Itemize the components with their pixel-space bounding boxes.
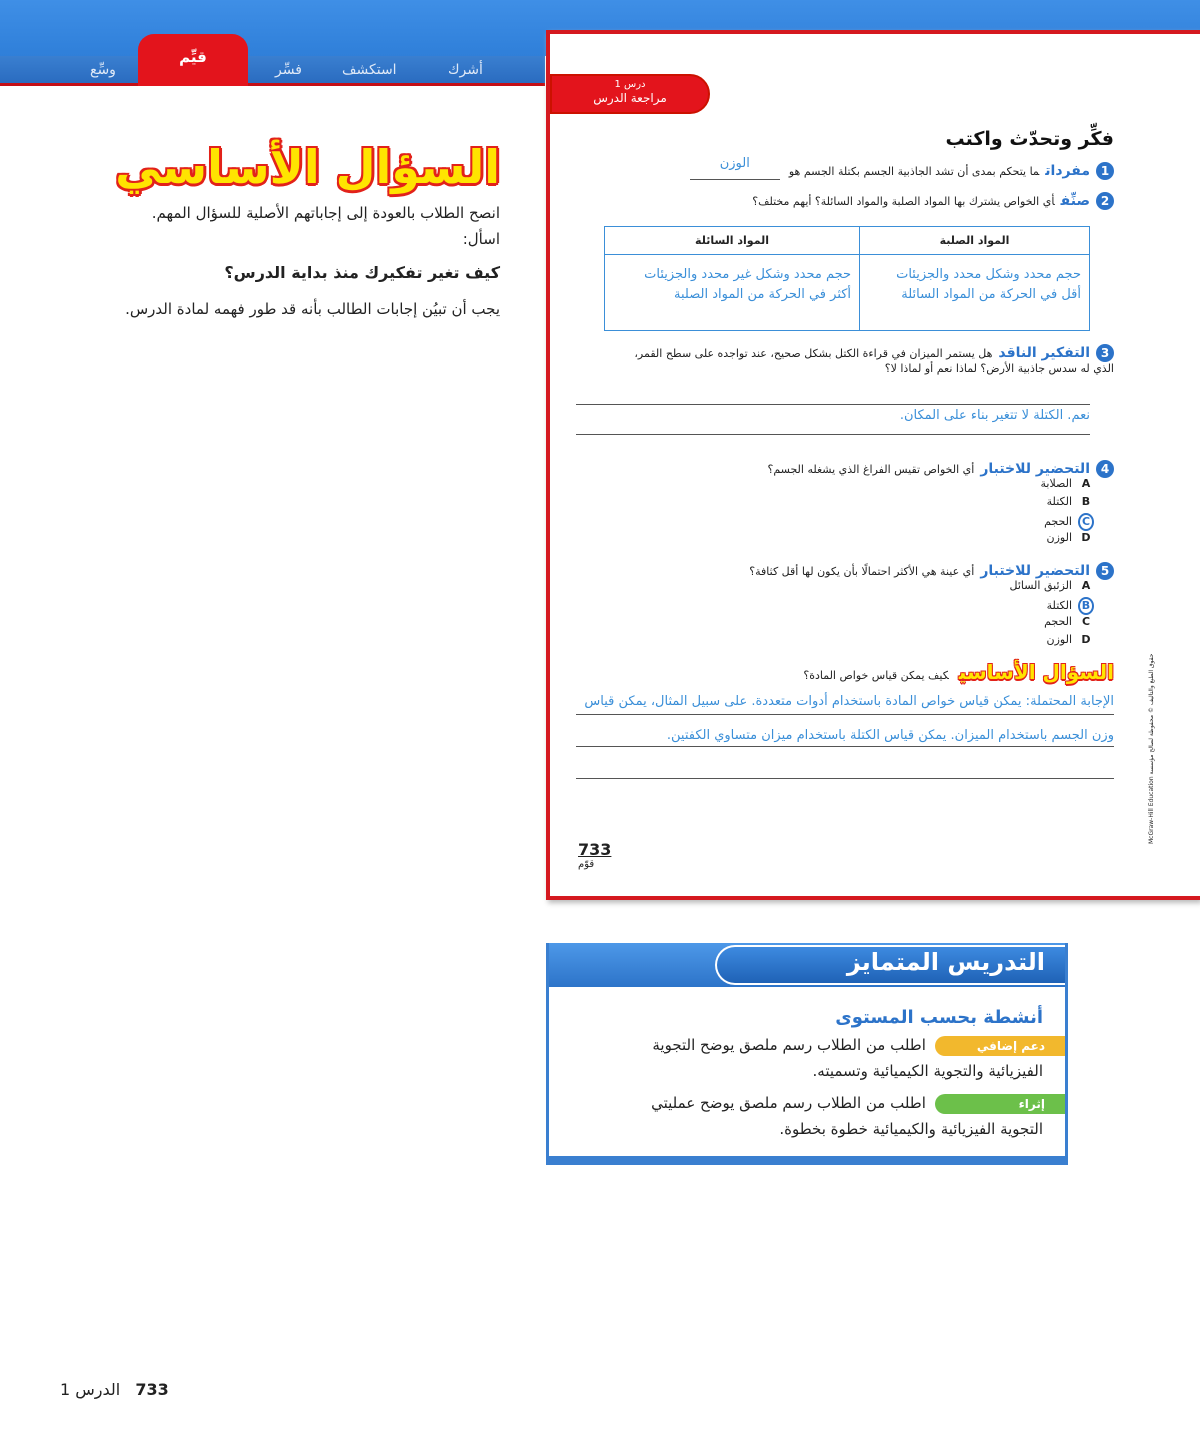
choice-letter: B xyxy=(1078,597,1094,615)
table-header-liquids: المواد السائلة xyxy=(605,227,860,255)
choice-text: الصلابة xyxy=(1040,477,1072,490)
answer-choice[interactable] xyxy=(1041,513,1094,531)
essential-question-text: كيف يمكن قياس خواص المادة؟ xyxy=(803,669,949,682)
box-title: التدريس المتمايز xyxy=(846,948,1045,976)
page-section-label: قوّم xyxy=(578,859,595,870)
answer-choice[interactable] xyxy=(1010,633,1095,651)
choice-letter: B xyxy=(1081,495,1091,508)
cell-line: أقل في الحركة من المواد السائلة xyxy=(901,287,1081,302)
choice-text: الزئبق السائل xyxy=(1009,579,1072,592)
choice-text: الوزن xyxy=(1046,531,1072,544)
question-label: مفردات xyxy=(1045,163,1090,179)
answer-choice[interactable] xyxy=(1010,579,1095,597)
page-number: 733 xyxy=(578,840,612,859)
question-number: 5 xyxy=(1096,562,1114,580)
enrichment-activity xyxy=(549,1093,1065,1138)
box-bottom-rule xyxy=(549,1156,1065,1162)
question-text: أي الخواص تقيس الفراغ الذي يشغله الجسم؟ xyxy=(767,463,975,476)
essential-question-badge: السؤال الأساسي xyxy=(958,660,1114,684)
answer-choice[interactable] xyxy=(1041,477,1094,495)
support-text-2: الفيزيائية والتجوية الكيميائية وتسميته. xyxy=(812,1062,1043,1080)
question-number: 3 xyxy=(1096,344,1114,362)
tab-extend[interactable]: وسِّع xyxy=(90,62,116,78)
student-page-panel xyxy=(546,30,1200,900)
choice-text: الكتلة xyxy=(1046,599,1072,612)
question-label: صنِّف xyxy=(1060,193,1090,209)
differentiated-instruction-box xyxy=(546,943,1068,1165)
question-text: أي عينة هي الأكثر احتمالًا بأن يكون لها أقل كثافة؟ xyxy=(749,565,975,578)
answer-blank[interactable] xyxy=(690,156,780,180)
answer-text: الوزن xyxy=(719,156,750,171)
question-3 xyxy=(634,342,1114,362)
student-page-number xyxy=(578,840,611,870)
essential-question-row xyxy=(803,660,1114,684)
table-header-solids: المواد الصلبة xyxy=(860,227,1090,255)
answer-line xyxy=(576,404,1090,405)
tab-explore[interactable]: استكشف xyxy=(342,62,397,78)
comparison-table xyxy=(604,226,1090,331)
answer-line xyxy=(576,714,1114,715)
essential-answer-line-2[interactable]: وزن الجسم باستخدام الميزان. يمكن قياس الكتلة باستخدام ميزان متساوي الكفتين. xyxy=(666,728,1114,743)
copyright-text: McGraw-Hill Education حقوق الطبع والتأليف © محفوظة لصالح مؤسسة xyxy=(1148,653,1155,844)
enrichment-text-2: التجوية الفيزيائية والكيميائية خطوة بخطوة. xyxy=(779,1120,1043,1138)
choice-text: الكتلة xyxy=(1046,495,1072,508)
choice-text: الحجم xyxy=(1044,615,1072,628)
box-header xyxy=(549,943,1065,987)
copyright-strip xyxy=(1148,624,1162,844)
question-label: التحضير للاختبار xyxy=(980,563,1090,579)
enrichment-badge: إثراء xyxy=(935,1094,1065,1114)
table-cell-liquids xyxy=(605,255,860,331)
answer-line xyxy=(576,746,1114,747)
footer-lesson: الدرس 1 xyxy=(60,1380,121,1399)
support-badge: دعم إضافي xyxy=(935,1036,1065,1056)
lesson-review-tab xyxy=(550,74,710,114)
answer-choice[interactable] xyxy=(1041,531,1094,549)
tab-engage[interactable]: أشرك xyxy=(448,62,483,78)
essential-answer-line-1[interactable]: الإجابة المحتملة: يمكن قياس خواص المادة باستخدام أدوات متعددة. على سبيل المثال، يمكن قياس xyxy=(584,694,1114,709)
answer-line xyxy=(576,434,1090,435)
answer-line xyxy=(576,778,1114,779)
footer-page-number: 733 xyxy=(135,1380,169,1399)
question-label: التفكير الناقد xyxy=(998,345,1090,361)
choice-letter: D xyxy=(1081,531,1091,544)
cell-line: حجم محدد وشكل محدد والجزيئات xyxy=(896,267,1081,282)
section-heading: فكِّر وتحدّث واكتب xyxy=(945,128,1114,150)
choice-letter: D xyxy=(1081,633,1091,646)
box-subtitle: أنشطة بحسب المستوى xyxy=(835,1007,1043,1028)
teacher-note: يجب أن تبيُن إجابات الطالب بأنه قد طور فهمه لمادة الدرس. xyxy=(125,300,500,318)
question-5-choices xyxy=(1010,579,1095,651)
choice-letter: A xyxy=(1081,477,1091,490)
question-text: هل يستمر الميزان في قراءة الكتل بشكل صحيح، عند تواجده على سطح القمر، xyxy=(634,347,993,360)
essential-question-title: السؤال الأساسي xyxy=(115,140,500,194)
answer-choice[interactable] xyxy=(1010,597,1095,615)
ask-label: اسأل: xyxy=(462,230,500,248)
lesson-question: كيف تغير تفكيرك منذ بداية الدرس؟ xyxy=(224,263,500,282)
question-number: 1 xyxy=(1096,162,1114,180)
question-4-choices xyxy=(1041,477,1094,549)
question-number: 4 xyxy=(1096,460,1114,478)
cell-line: أكثر في الحركة من المواد الصلبة xyxy=(674,287,852,302)
support-activity xyxy=(549,1035,1065,1080)
tab-explain[interactable]: فسِّر xyxy=(275,62,302,78)
question-4 xyxy=(767,458,1114,478)
question-label: التحضير للاختبار xyxy=(980,461,1090,477)
tab-evaluate[interactable] xyxy=(138,34,248,86)
question-1 xyxy=(690,156,1114,180)
lesson-number-label: درس 1 xyxy=(614,79,646,90)
intro-text: انصح الطلاب بالعودة إلى إجاباتهم الأصلية للسؤال المهم. xyxy=(151,204,500,222)
page-footer xyxy=(60,1380,169,1399)
choice-letter: A xyxy=(1081,579,1091,592)
enrichment-text-1: اطلب من الطلاب رسم ملصق يوضح عمليتي xyxy=(651,1094,926,1112)
lesson-review-label: مراجعة الدرس xyxy=(593,91,667,105)
support-text-1: اطلب من الطلاب رسم ملصق يوضح التجوية xyxy=(652,1036,926,1054)
question-text: ما يتحكم بمدى أن تشد الجاذبية الجسم بكتلة الجسم هو xyxy=(788,165,1040,178)
question-3-line-2: الذي له سدس جاذبية الأرض؟ لماذا نعم أو لماذا لا؟ xyxy=(884,362,1114,375)
cell-line: حجم محدد وشكل غير محدد والجزيئات xyxy=(644,267,852,282)
answer-choice[interactable] xyxy=(1041,495,1094,513)
choice-text: الحجم xyxy=(1044,515,1072,528)
question-5 xyxy=(749,560,1114,580)
choice-letter: C xyxy=(1078,513,1094,531)
question-2 xyxy=(752,190,1114,210)
tab-evaluate-label: قيِّم xyxy=(179,48,207,66)
choice-letter: C xyxy=(1081,615,1091,628)
question-3-answer[interactable]: نعم. الكتلة لا تتغير بناء على المكان. xyxy=(899,408,1090,423)
table-cell-solids xyxy=(860,255,1090,331)
question-text: أي الخواص يشترك بها المواد الصلبة والمواد السائلة؟ أيهم مختلف؟ xyxy=(752,195,1055,208)
choice-text: الوزن xyxy=(1046,633,1072,646)
question-number: 2 xyxy=(1096,192,1114,210)
answer-choice[interactable] xyxy=(1010,615,1095,633)
